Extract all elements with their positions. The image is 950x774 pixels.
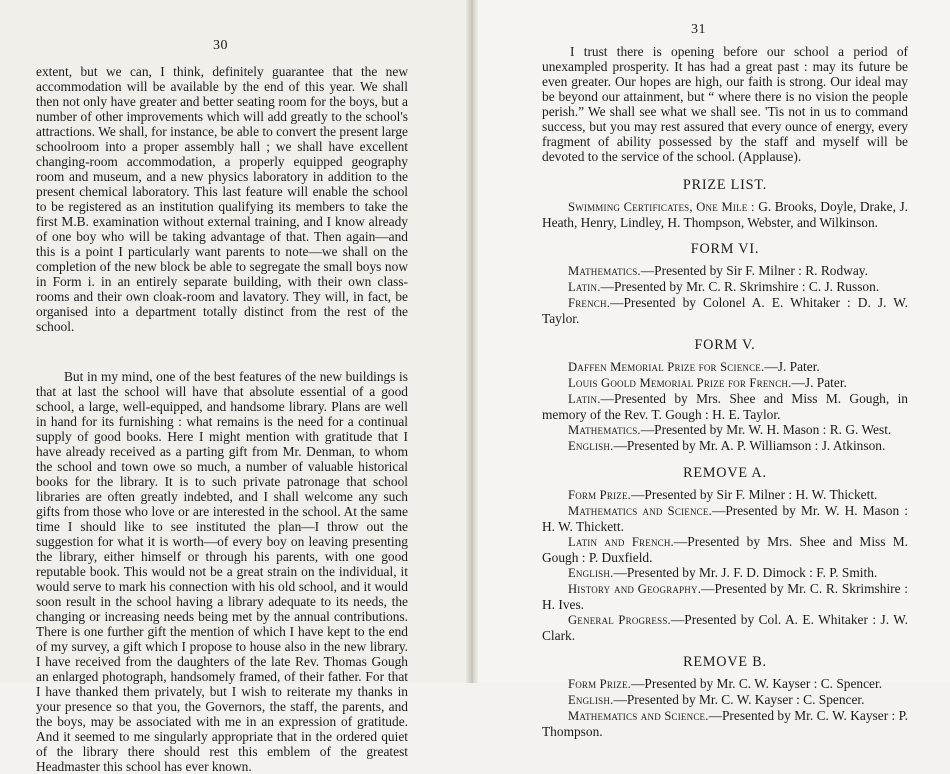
left-paragraph-1: extent, but we can, I think, definitely guarantee that the new accommodation will be available by the end of this year. We shall then not only have greater and better seating room for the boys, but a number of other improvements which will add greatly to the school's attractions. We shall, for instance, be able to convert the present large schoolroom into a proper assembly hall ; we shall have excellent changing-room accommodation, a properly equipped geography room and museum, and a new physics laboratory in addition to the present chemical laboratory. This last feature will enable the school to be registered as an institution qualifying its members to take the first M.B. examination without external training, and I know already of one boy who will be taking advantage of that. Then again—and this is a point I particularly want parents to note—we shall on the completion of the new block be able to segregate the small boys now in Form i. in an entirely separate building, with their own class-rooms and their own cloak-room and lavatory. They will, in fact, be organised into a department totally distinct from the rest of the school. [36,64,408,334]
prize-text: G. Brooks, Doyle, Drake, J. Heath, Henry, Lindley, H. Thompson, Webster, and Wilkinson. [542,199,909,230]
prize-text: —Presented by Colonel A. E. Whitaker : D. J. W. Taylor. [542,295,908,326]
prize-text: —Presented by Mr. C. W. Kayser : C. Spencer. [631,676,883,691]
prize-text: —Presented by Mr. A. P. Williamson : J. Atkinson. [613,438,886,453]
book-gutter [466,0,478,683]
prize-text: —J. Pater. [791,375,847,390]
closing-paragraph: I trust there is opening before our school a period of unexampled prosperity. It has had a great past : may its future be even greater. Our hopes are high, our faith is strong. Our ideal may be beyond our attainment, but “ where there is no vision the people perish.” We shall see what we shall see. 'Tis not in us to command success, but you may rest assured that every ounce of energy, every fragment of ability possessed by the staff and myself will be devoted to the service of the school. (Applause). [542,44,908,164]
prize-entry [542,422,908,438]
page-number-right: 31 [691,22,706,37]
prize-entry [542,581,908,612]
prize-text: —Presented by Col. A. E. Whitaker : J. W. Clark. [542,612,908,643]
prize-entry [542,503,908,534]
prize-entry [542,199,908,230]
prize-text: —Presented by Mr. C. W. Kayser : P. Thompson. [542,708,908,739]
prize-text: —Presented by Mr. W. H. Mason : H. W. Thickett. [542,503,908,534]
page-number-left: 30 [213,38,228,53]
prize-label: Latin. [568,392,601,406]
prize-text: —Presented by Mr. C. R. Skrimshire : H. Ives. [542,581,908,612]
prize-label: Mathematics and Science. [568,709,709,723]
left-text-column [36,64,408,774]
right-page [472,0,950,739]
prize-text: —Presented by Mrs. Shee and Miss M. Gough, in memory of the Rev. T. Gough : H. E. Taylor. [542,391,908,422]
prize-text: —Presented by Mr. C. W. Kayser : C. Spencer. [613,692,865,707]
prize-entry [542,438,908,454]
prize-label: Swimming Certificates, One Mile : [568,200,755,214]
prize-label: English. [568,566,614,580]
section-remove-a [542,466,908,643]
prize-label: Latin and French. [568,535,674,549]
prize-entry [542,676,908,692]
prize-text: —Presented by Sir F. Milner : H. W. Thickett. [631,487,878,502]
prize-label: Form Prize. [568,488,632,502]
prize-text: —Presented by Mr. W. H. Mason : R. G. West. [640,422,892,437]
prize-entry [542,295,908,326]
section-form-vi [542,242,908,326]
prize-text: —Presented by Mrs. Shee and Miss M. Gough : P. Duxfield. [542,534,908,565]
prize-label: General Progress. [568,613,671,627]
section-heading: REMOVE A. [683,465,767,481]
prize-label: Mathematics. [568,264,641,278]
prize-label: Form Prize. [568,677,632,691]
section-swimming [542,199,908,230]
left-page [0,0,472,774]
section-heading: FORM VI. [690,241,760,257]
prize-entry [542,391,908,422]
prize-entry [542,708,908,739]
prize-entry [542,692,908,708]
prize-entry [542,263,908,279]
prize-text: —J. Pater. [764,359,820,374]
prize-entry [542,375,908,391]
prize-label: Mathematics and Science. [568,504,712,518]
prize-label: English. [568,693,614,707]
prize-text: —Presented by Mr. J. F. D. Dimock : F. P. Smith. [613,565,878,580]
section-form-v [542,338,908,454]
prize-entry [542,359,908,375]
prize-entry [542,565,908,581]
prize-text: —Presented by Mr. C. R. Skrimshire : C. J. Russon. [600,279,880,294]
prize-entry [542,279,908,295]
prize-text: —Presented by Sir F. Milner : R. Rodway. [640,263,868,278]
section-heading: FORM V. [694,337,756,353]
prize-label: Louis Goold Memorial Prize for French. [568,376,792,390]
left-paragraph-2: But in my mind, one of the best features of the new buildings is that at last the school will have that absolute essential of a good school, a large, well-equipped, and handsome library. Plans are well in hand for its furnishing : what remains is the need for a continual supply of good books. Here I might mention with gratitude that I have already received as a parting gift from Mr. Denman, to whom the school and town owe so much, a number of valuable historical books for the library. It is to such private patronage that school libraries are often greatly indebted, and I shall welcome any such gifts from those who love or are interested in the school. At the same time I should like to see instituted the plan—I throw out the suggestion for what it is worth—of every boy on leaving presenting the library, either himself or through his parents, with one good reputable book. This would not be a great strain on the individual, it would serve to mark his connection with his old school, and it would soon result in the school having a library adequate to its needs, the changing or increasing needs being met by the annual contributions. There is one further gift the mention of which I have kept to the end of my survey, a gift which I propose to house also in the new library. I have received from the daughters of the late Rev. Thomas Gough an enlarged photograph, handsomely framed, of their father. For that I have thanked them privately, but I wish to reiterate my thanks in your presence so that you, the Governors, the staff, the parents, and the boys, may be associated with me in an expression of gratitude. And it seemed to me singularly appropriate that in the ordered quiet of the library there should rest this emblem of the greatest Headmaster this school has ever known. [36,369,408,774]
prize-label: History and Geography. [568,582,702,596]
section-heading: REMOVE B. [683,654,767,670]
prize-label: English. [568,439,614,453]
prize-entry [542,534,908,565]
prize-entry [542,612,908,643]
prize-label: Mathematics. [568,423,641,437]
prize-label: Daffen Memorial Prize for Science. [568,360,765,374]
prize-label: French. [568,296,611,310]
prize-list-title: PRIZE LIST. [682,177,768,193]
section-remove-b [542,655,908,739]
right-text-column [542,44,908,739]
prize-label: Latin. [568,280,601,294]
prize-entry [542,487,908,503]
